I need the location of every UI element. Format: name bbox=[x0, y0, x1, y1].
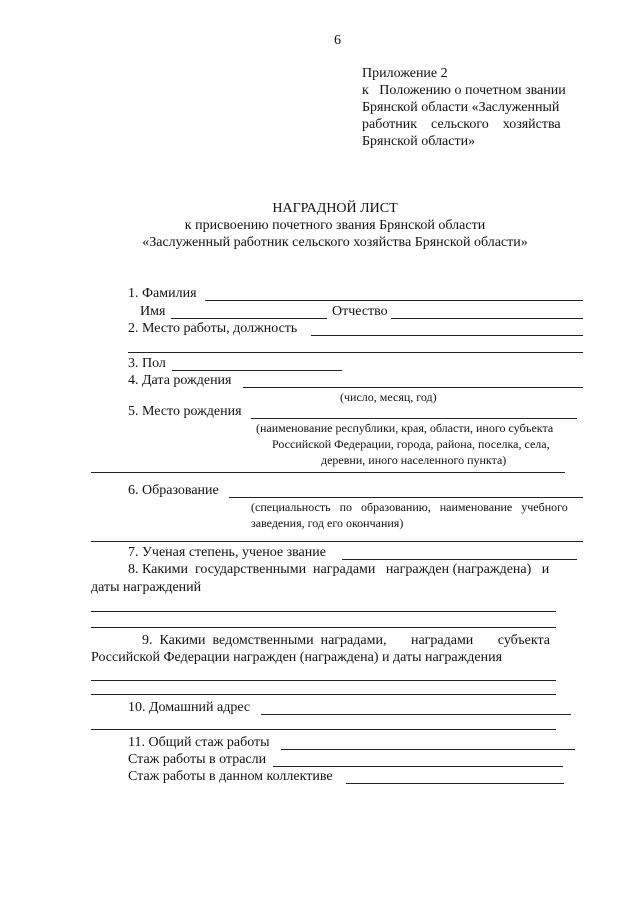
document-subtitle-2: «Заслуженный работник сельского хозяйства Брянской области» bbox=[142, 235, 528, 250]
surname-label: 1. Фамилия bbox=[128, 286, 197, 301]
workplace-line-1[interactable] bbox=[311, 335, 583, 336]
total-experience-label: 11. Общий стаж работы bbox=[128, 735, 270, 750]
dept-awards-text-1: 9. Какими ведомственными наградами, наградами субъекта bbox=[142, 633, 550, 648]
appendix-line-4: Брянской области» bbox=[362, 134, 476, 149]
document-subtitle-1: к присвоению почетного звания Брянской области bbox=[184, 218, 486, 233]
birth-date-line[interactable] bbox=[243, 387, 583, 388]
sex-label: 3. Пол bbox=[128, 356, 166, 371]
industry-experience-line[interactable] bbox=[273, 766, 563, 767]
education-label: 6. Образование bbox=[128, 483, 219, 498]
state-awards-text-2: даты награждений bbox=[91, 580, 202, 595]
education-line-2[interactable] bbox=[91, 541, 583, 542]
industry-experience-label: Стаж работы в отрасли bbox=[128, 752, 267, 767]
patronymic-line[interactable] bbox=[391, 318, 583, 319]
sex-line[interactable] bbox=[172, 370, 342, 371]
state-awards-line-1[interactable] bbox=[91, 611, 556, 612]
patronymic-label: Отчество bbox=[332, 304, 388, 319]
birth-place-hint-1: (наименование республики, края, области, иного субъекта bbox=[256, 421, 554, 435]
appendix-line-2: Брянской области «Заслуженный bbox=[362, 100, 560, 115]
workplace-label: 2. Место работы, должность bbox=[128, 321, 298, 336]
surname-line[interactable] bbox=[205, 300, 583, 301]
page-number: 6 bbox=[334, 33, 341, 48]
home-address-line-2[interactable] bbox=[91, 729, 556, 730]
appendix-line-1: к Положению о почетном звании bbox=[362, 83, 566, 98]
home-address-label: 10. Домашний адрес bbox=[128, 700, 251, 715]
education-line[interactable] bbox=[229, 497, 583, 498]
document-title: НАГРАДНОЙ ЛИСТ bbox=[272, 201, 398, 216]
home-address-line[interactable] bbox=[261, 714, 571, 715]
appendix-title: Приложение 2 bbox=[362, 66, 448, 81]
birth-date-hint: (число, месяц, год) bbox=[340, 390, 437, 404]
workplace-line-2[interactable] bbox=[128, 352, 583, 353]
degree-line[interactable] bbox=[342, 559, 577, 560]
team-experience-label: Стаж работы в данном коллективе bbox=[128, 769, 333, 784]
birth-date-label: 4. Дата рождения bbox=[128, 373, 232, 388]
team-experience-line[interactable] bbox=[346, 783, 564, 784]
birth-place-hint-2: Российской Федерации, города, района, поселка, села, bbox=[272, 437, 550, 451]
dept-awards-line-2[interactable] bbox=[91, 694, 556, 695]
appendix-line-3: работник сельского хозяйства bbox=[362, 117, 561, 132]
birth-place-hint-3: деревни, иного населенного пункта) bbox=[321, 453, 507, 467]
birth-place-label: 5. Место рождения bbox=[128, 404, 242, 419]
birth-place-line-2[interactable] bbox=[91, 472, 565, 473]
state-awards-line-2[interactable] bbox=[91, 627, 556, 628]
dept-awards-text-2: Российской Федерации награжден (награждена) и даты награждения bbox=[91, 650, 503, 665]
name-line[interactable] bbox=[171, 318, 327, 319]
name-label: Имя bbox=[140, 304, 166, 319]
dept-awards-line-1[interactable] bbox=[91, 680, 556, 681]
education-hint-2: заведения, год его окончания) bbox=[251, 516, 404, 530]
state-awards-text-1: 8. Какими государственными наградами награжден (награждена) и bbox=[128, 562, 550, 577]
birth-place-line[interactable] bbox=[251, 418, 577, 419]
degree-label: 7. Ученая степень, ученое звание bbox=[128, 545, 326, 560]
total-experience-line[interactable] bbox=[281, 749, 575, 750]
education-hint-1: (специальность по образованию, наименование учебного bbox=[251, 500, 568, 514]
